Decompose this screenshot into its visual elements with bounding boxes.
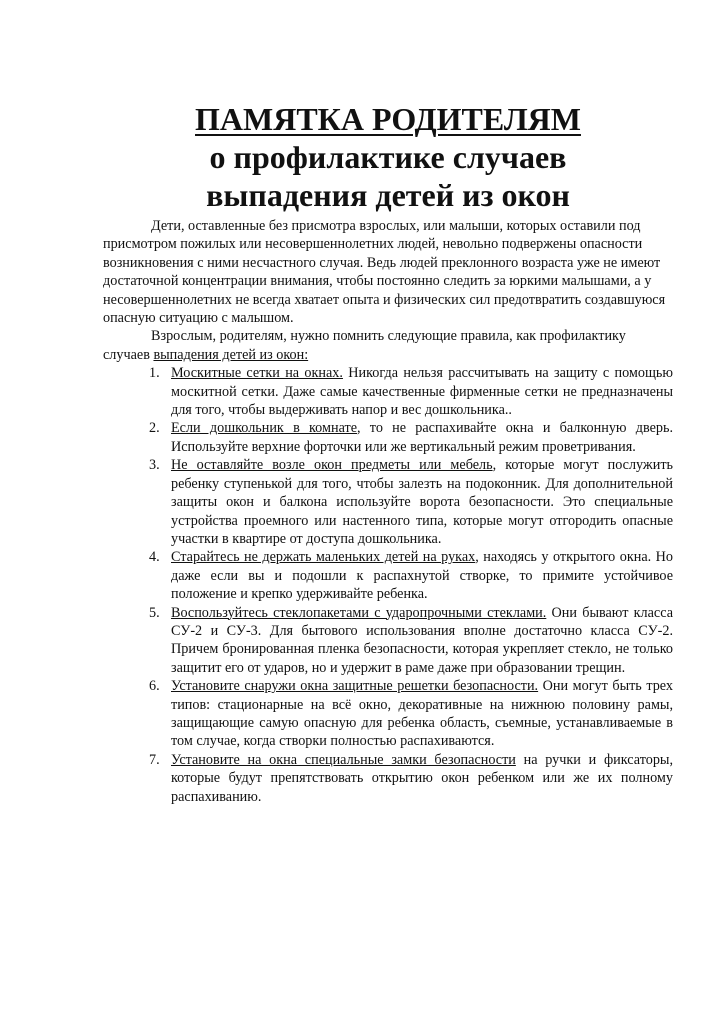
rule-heading: Не оставляйте возле окон предметы или мебель xyxy=(171,457,493,474)
document-title xyxy=(100,100,676,214)
rule-heading: Москитные сетки на окнах. xyxy=(171,365,343,382)
rule-number: 2. xyxy=(149,420,160,437)
rule-heading: Установите снаружи окна защитные решетки безопасности. xyxy=(171,678,539,695)
rule-text: на ручки и фиксаторы, которые будут препятствовать открытию окон ребенком или же их полному распахиванию. xyxy=(171,751,673,805)
rules-list xyxy=(103,364,673,806)
rule-number: 3. xyxy=(149,457,160,474)
rule-text: , которые могут послужить ребенку ступенькой для того, чтобы залезть на подоконник. Для дополнительной защиты окон и балкона используйте ворота безопасности. Это специальные устройства проемного или настенного типа, которые могут отгородить опасные участки в квартире от доступа дошкольника. xyxy=(171,457,673,547)
rule-number: 6. xyxy=(149,678,160,695)
rule-item xyxy=(149,419,674,456)
rule-item xyxy=(149,604,673,678)
rule-text: Они бывают класса СУ-2 и СУ-3. Для бытового использования вполне достаточно класса СУ-2. Причем бронированная пленка безопасности, которая укрепляет стекло, не только защитит его от ударов, но и удержит в раме даже при образовании трещин. xyxy=(171,604,673,676)
rule-item xyxy=(149,677,673,751)
rules-lead-paragraph xyxy=(103,327,673,364)
rule-item xyxy=(149,548,673,603)
document-body xyxy=(103,217,673,806)
title-line-3: выпадения детей из окон xyxy=(206,177,570,213)
rule-item xyxy=(149,456,673,548)
rule-number: 7. xyxy=(149,751,160,768)
rule-number: 5. xyxy=(149,604,160,621)
title-line-2: о профилактике случаев xyxy=(209,139,567,175)
rule-text: Никогда нельзя рассчитывать на защиту с помощью москитной сетки. Даже самые качественные фирменные сетки не предназначены для того, чтобы выдерживать напор и вес дошкольника.. xyxy=(171,365,673,419)
rule-item xyxy=(149,751,673,806)
rule-heading: Воспользуйтесь стеклопакетами с ударопрочными стеклами. xyxy=(171,604,547,621)
rule-heading: Установите на окна специальные замки безопасности xyxy=(171,751,516,768)
rule-number: 4. xyxy=(149,549,160,566)
rule-number: 1. xyxy=(149,365,160,382)
rule-text: Они могут быть трех типов: стационарные на всё окно, декоративные на нижнюю половину рамы, защищающие самую опасную для ребенка область, съемные, устанавливаемые в том случае, когда створки полностью распахиваются. xyxy=(171,678,673,750)
intro-paragraph: Дети, оставленные без присмотра взрослых, или малыши, которых оставили под присмотром пожилых или несовершеннолетних людей, невольно подвержены опасности возникновения с ними несчастного случая. Ведь людей преклонного возраста уже не имеют достаточной концентрации внимания, чтобы постоянно следить за юркими малышами, а у несовершеннолетних не всегда хватает опыта и физических сил предотвратить создавшуюся опасную ситуацию с малышом. xyxy=(103,218,666,327)
rules-lead-underlined: выпадения детей из окон: xyxy=(153,346,309,363)
rule-item xyxy=(149,364,673,419)
title-line-1: ПАМЯТКА РОДИТЕЛЯМ xyxy=(195,101,581,137)
rules-lead-text: Взрослым, родителям, нужно помнить следующие правила, как профилактику случаев xyxy=(103,328,626,363)
rule-text: , то не распахивайте окна и балконную дверь. Используйте верхние форточки или же вертикальный режим проветривания. xyxy=(171,420,674,455)
rule-heading: Если дошкольник в комнате xyxy=(171,420,358,437)
rule-heading: Старайтесь не держать маленьких детей на руках xyxy=(171,549,476,566)
rule-text: , находясь у открытого окна. Но даже если вы и подошли к распахнутой створке, то примите устойчивое положение и крепко удерживайте ребенка. xyxy=(171,549,673,603)
